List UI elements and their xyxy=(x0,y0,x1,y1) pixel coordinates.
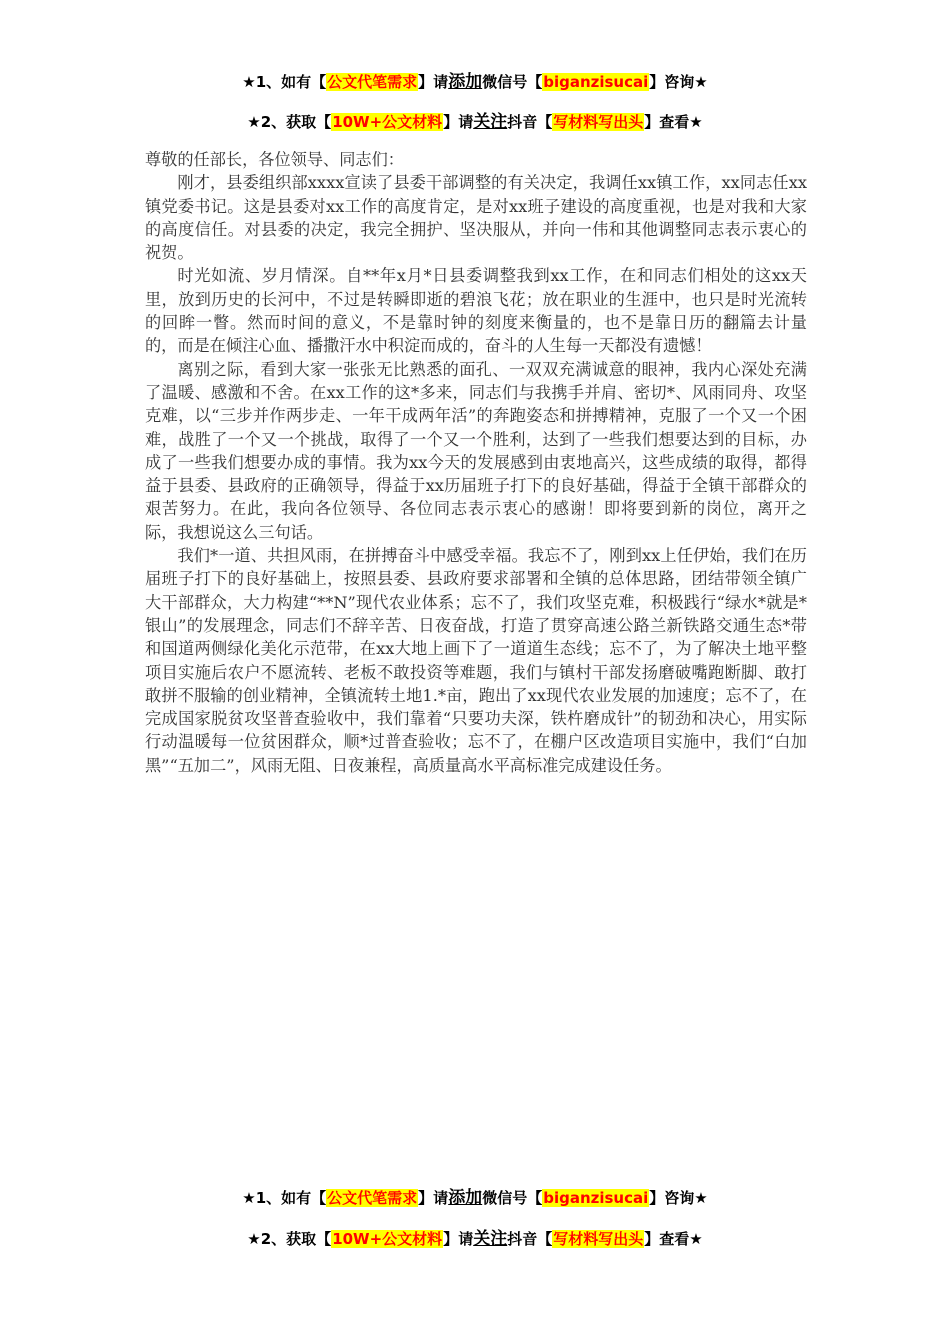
banner-text: 抖音【 xyxy=(507,113,553,131)
banner-highlight: biganzisucai xyxy=(543,1189,649,1207)
banner-underlined-text: 关注 xyxy=(473,112,508,132)
document-body xyxy=(145,148,807,777)
banner-highlight: biganzisucai xyxy=(543,73,649,91)
banner-text: 】请 xyxy=(418,73,449,91)
banner-text: 】咨询★ xyxy=(649,73,708,91)
top-banner-line-2 xyxy=(0,111,950,133)
banner-text: 】请 xyxy=(443,1230,474,1248)
banner-highlight: 公文代笔需求 xyxy=(327,1189,418,1207)
paragraph: 时光如流、岁月情深。自**年x月*日县委调整我到xx工作，在和同志们相处的这xx天里，放到历史的长河中，不过是转瞬即逝的碧浪飞花；放在职业的生涯中，也只是时光流转的回眸一瞥。然而时间的意义，不是靠时钟的刻度来衡量的，也不是靠日历的翻篇去计量的，而是在倾注心血、播撒汗水中积淀而成的，奋斗的人生每一天都没有遗憾！ xyxy=(145,266,807,356)
banner-highlight: 10W+公文材料 xyxy=(332,113,443,131)
banner-highlight: 10W+公文材料 xyxy=(332,1230,443,1248)
banner-underlined-text: 添加 xyxy=(448,1188,483,1208)
banner-highlight: 写材料写出头 xyxy=(553,1230,644,1248)
paragraph: 刚才，县委组织部xxxx宣读了县委干部调整的有关决定，我调任xx镇工作，xx同志任xx镇党委书记。这是县委对xx工作的高度肯定，是对xx班子建设的高度重视，也是对我和大家的高度信任。对县委的决定，我完全拥护、坚决服从，并向一伟和其他调整同志表示衷心的祝贺。 xyxy=(145,173,807,263)
banner-underlined-text: 关注 xyxy=(473,1229,508,1249)
banner-underlined-text: 添加 xyxy=(448,72,483,92)
top-banner-line-1 xyxy=(0,71,950,93)
banner-highlight: 写材料写出头 xyxy=(553,113,644,131)
banner-highlight: 公文代笔需求 xyxy=(327,73,418,91)
banner-text: 微信号【 xyxy=(482,1189,543,1207)
banner-text: 】查看★ xyxy=(644,1230,703,1248)
banner-text: 微信号【 xyxy=(482,73,543,91)
paragraph: 离别之际，看到大家一张张无比熟悉的面孔、一双双充满诚意的眼神，我内心深处充满了温暖、感激和不舍。在xx工作的这*多来，同志们与我携手并肩、密切*、风雨同舟、攻坚克难，以“三步并作两步走、一年干成两年活”的奔跑姿态和拼搏精神，克服了一个又一个困难，战胜了一个又一个挑战，取得了一个又一个胜利，达到了一些我们想要达到的目标，办成了一些我们想要办成的事情。我为xx今天的发展感到由衷地高兴，这些成绩的取得，都得益于县委、县政府的正确领导，得益于xx历届班子打下的良好基础，得益于全镇干部群众的艰苦努力。在此，我向各位领导、各位同志表示衷心的感谢！即将要到新的岗位，离开之际，我想说这么三句话。 xyxy=(145,359,807,542)
salutation: 尊敬的任部长，各位领导、同志们： xyxy=(145,150,404,169)
banner-text: 】请 xyxy=(443,113,474,131)
banner-text: ★2、获取【 xyxy=(247,1230,332,1248)
paragraph: 我们*一道、共担风雨，在拼搏奋斗中感受幸福。我忘不了，刚到xx上任伊始，我们在历届班子打下的良好基础上，按照县委、县政府要求部署和全镇的总体思路，团结带领全镇广大干部群众，大力构建“**N”现代农业体系；忘不了，我们攻坚克难，积极践行“绿水*就是*银山”的发展理念，同志们不辞辛苦、日夜奋战，打造了贯穿高速公路兰新铁路交通生态*带和国道两侧绿化美化示范带，在xx大地上画下了一道道生态线；忘不了，为了解决土地平整项目实施后农户不愿流转、老板不敢投资等难题，我们与镇村干部发扬磨破嘴跑断脚、敢打敢拼不服输的创业精神，全镇流转土地1.*亩，跑出了xx现代农业发展的加速度；忘不了，在完成国家脱贫攻坚普查验收中，我们靠着“只要功夫深，铁杵磨成针”的韧劲和决心，用实际行动温暖每一位贫困群众，顺*过普查验收；忘不了，在棚户区改造项目实施中，我们“白加黑”“五加二”，风雨无阻、日夜兼程，高质量高水平高标准完成建设任务。 xyxy=(145,546,807,775)
banner-text: 】咨询★ xyxy=(649,1189,708,1207)
bottom-banner-line-1 xyxy=(0,1187,950,1209)
banner-text: 】查看★ xyxy=(644,113,703,131)
bottom-banner-line-2 xyxy=(0,1228,950,1250)
banner-text: 】请 xyxy=(418,1189,449,1207)
banner-text: 抖音【 xyxy=(507,1230,553,1248)
banner-text: ★1、如有【 xyxy=(242,73,327,91)
banner-text: ★2、获取【 xyxy=(247,113,332,131)
banner-text: ★1、如有【 xyxy=(242,1189,327,1207)
